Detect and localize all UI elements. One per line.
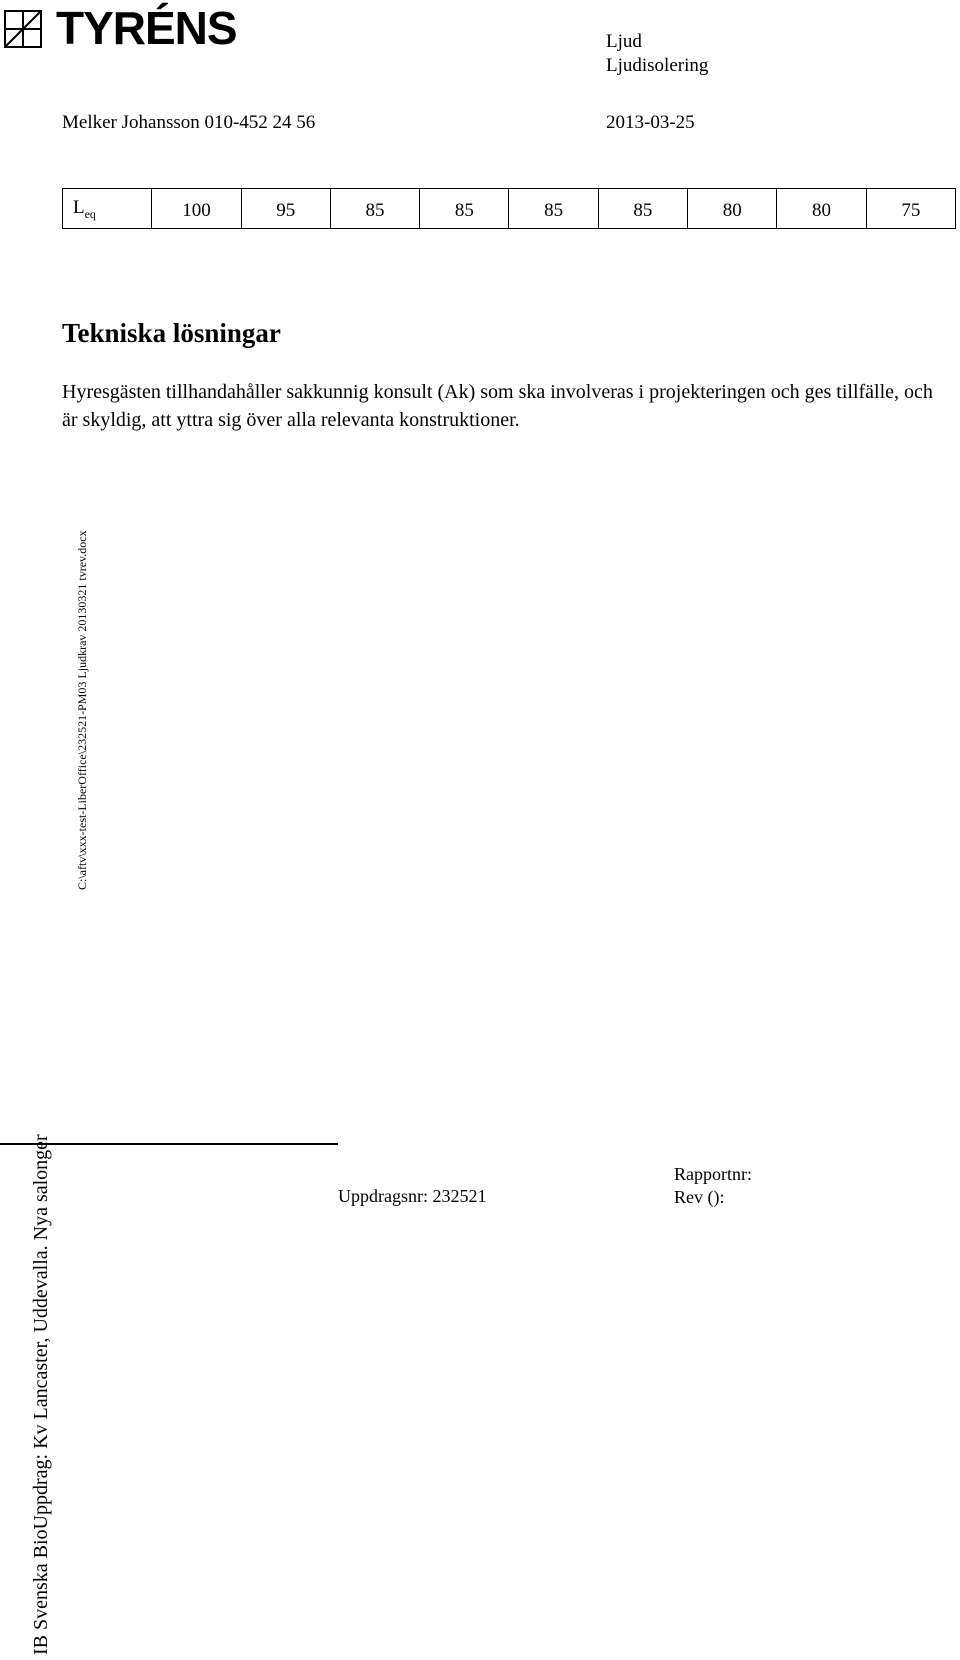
section-heading: Tekniska lösningar <box>62 318 281 348</box>
leq-value-cell: 100 <box>152 189 241 229</box>
document-subject: Ljud <box>606 31 642 52</box>
report-number: Rapportnr: <box>674 1164 752 1184</box>
author-contact: Melker Johansson 010-452 24 56 <box>62 112 316 133</box>
revision: Rev (): <box>674 1187 725 1207</box>
leq-table <box>62 188 956 229</box>
leq-value-cell: 85 <box>420 189 509 229</box>
document-date: 2013-03-25 <box>606 112 695 133</box>
file-path-margin-text: C:\aftv\xxx-test-LiberOffice\232521-PM03 Ljudkrav 20130321 tvrev.docx <box>75 530 89 890</box>
leq-value-cell: 95 <box>241 189 330 229</box>
leq-label-cell <box>63 189 152 229</box>
company-logo-text: TYRÉNS <box>56 2 237 54</box>
tyrens-logo-icon <box>4 10 42 48</box>
leq-value-cell: 75 <box>866 189 955 229</box>
leq-value-cell: 80 <box>777 189 866 229</box>
leq-label-subscript: eq <box>84 207 96 221</box>
assignment-number: Uppdragsnr: 232521 <box>338 1186 487 1206</box>
leq-value-cell: 85 <box>509 189 598 229</box>
document-topic: Ljudisolering <box>606 55 709 76</box>
table-row <box>63 189 956 229</box>
leq-label: L <box>73 197 85 219</box>
leq-value-cell: 85 <box>330 189 419 229</box>
section-body-text: Hyresgästen tillhandahåller sakkunnig konsult (Ak) som ska involveras i projekteringen och ges tillfälle, och är skyldig, att yttra sig över alla relevanta konstruktioner. <box>62 381 933 431</box>
footer-project-text: IB Svenska BioUppdrag: Kv Lancaster, Uddevalla. Nya salonger <box>30 1134 52 1655</box>
leq-value-cell: 80 <box>688 189 777 229</box>
leq-value-cell: 85 <box>598 189 687 229</box>
